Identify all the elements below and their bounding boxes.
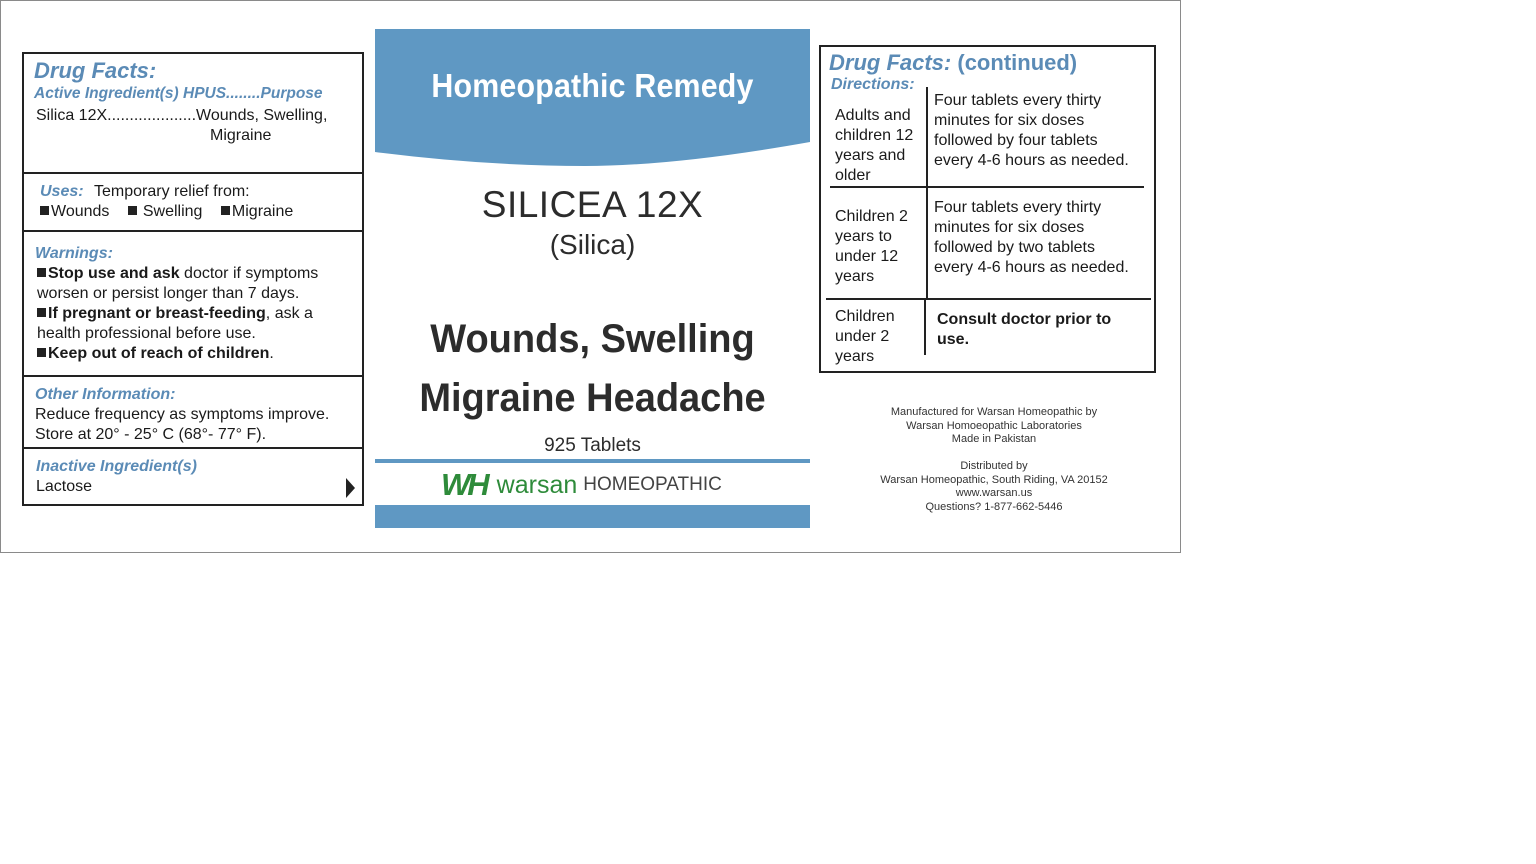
distributor-line2: Warsan Homeopathic, South Riding, VA 20152	[880, 473, 1108, 486]
directions-who-3: Children under 2 years	[835, 308, 895, 365]
brand-mark-icon: WH	[441, 467, 487, 502]
product-label	[0, 0, 1181, 553]
warning-3	[37, 344, 365, 364]
bullet-square	[40, 206, 49, 215]
distributor-line1: Distributed by	[960, 460, 1028, 472]
warning-2	[37, 304, 365, 344]
active-ingredient-line: Silica 12X....................Wounds, Swelling,	[36, 107, 328, 124]
bullet-square	[128, 206, 137, 215]
brand-name: warsan	[496, 470, 578, 499]
directions-who-2: Children 2 years to under 12 years	[835, 208, 908, 285]
directions-dose-3: Consult doctor prior to use.	[937, 311, 1112, 348]
warning-3-bold: Keep out of reach of children	[48, 345, 270, 362]
inactive-value: Lactose	[36, 478, 93, 495]
manufacturer-info	[839, 406, 1149, 447]
indication-line1: Wounds, Swelling	[430, 317, 755, 361]
warning-2-text: , ask a	[265, 305, 313, 322]
purpose-line: Migraine	[210, 127, 272, 144]
product-subtitle: (Silica)	[549, 229, 636, 260]
brand-logo	[441, 467, 722, 502]
directions-dose-2: Four tablets every thirty minutes for six doses followed by two tablets every 4-6 hours as needed.	[934, 199, 1129, 276]
principal-display-panel	[375, 29, 810, 528]
drug-facts-continued-panel	[819, 45, 1156, 373]
warning-1-bold: Stop use and ask	[48, 265, 180, 282]
column-divider	[926, 87, 928, 187]
banner-title: Homeopathic Remedy	[431, 67, 754, 104]
directions-who-1: Adults and children 12 years and older	[835, 107, 914, 184]
bullet-square	[37, 348, 46, 357]
other-info-heading: Other Information:	[35, 386, 176, 403]
manufacturer-line3: Made in Pakistan	[951, 433, 1037, 445]
bullet-square	[221, 206, 230, 215]
active-ingredients-section	[24, 54, 362, 174]
bullet-square	[37, 268, 46, 277]
directions-heading: Directions:	[831, 76, 915, 93]
drug-facts-heading: Drug Facts:	[34, 58, 157, 83]
column-divider	[924, 299, 926, 355]
uses-intro: Temporary relief from:	[94, 183, 250, 200]
distributor-info	[839, 460, 1149, 514]
warning-1	[37, 264, 365, 304]
column-divider	[926, 187, 928, 299]
distributor-phone: Questions? 1-877-662-5446	[925, 500, 1063, 513]
banner-wave-shape	[375, 124, 810, 166]
brand-suffix: HOMEOPATHIC	[583, 474, 722, 495]
divider-rule	[375, 459, 810, 463]
warnings-heading: Warnings:	[35, 245, 113, 262]
tablet-count: 925 Tablets	[544, 435, 641, 456]
use-item: Migraine	[231, 203, 294, 220]
row-divider	[826, 298, 1151, 300]
bullet-square	[37, 308, 46, 317]
directions-dose-1: Four tablets every thirty minutes for six doses followed by four tablets every 4-6 hours as needed.	[934, 92, 1129, 169]
product-name: SILICEA 12X	[481, 184, 704, 225]
continue-arrow-icon	[346, 478, 355, 498]
warnings-section	[24, 232, 362, 377]
other-info-line2: Store at 20° - 25° C (68°- 77° F).	[35, 426, 267, 443]
row-divider	[830, 186, 1144, 188]
continued-heading-label: Drug Facts:	[829, 50, 952, 75]
warning-1-text: doctor if symptoms	[179, 265, 319, 282]
bottom-band	[375, 505, 810, 528]
use-item: Wounds	[51, 203, 110, 220]
warning-2-line2: health professional before use.	[37, 325, 256, 342]
manufacturer-line1: Manufactured for Warsan Homeopathic by	[890, 406, 1098, 418]
drug-facts-panel	[22, 52, 364, 506]
other-information-section	[24, 377, 362, 449]
continued-heading-suffix: (continued)	[957, 50, 1078, 75]
other-info-line1: Reduce frequency as symptoms improve.	[35, 406, 330, 423]
warning-2-bold: If pregnant or breast-feeding	[48, 305, 266, 322]
use-item: Swelling	[142, 203, 203, 220]
indication-line2: Migraine Headache	[419, 376, 766, 420]
inactive-heading: Inactive Ingredient(s)	[36, 458, 197, 475]
uses-section	[24, 174, 362, 232]
inactive-ingredients-section	[24, 449, 362, 504]
uses-heading: Uses:	[40, 183, 84, 200]
warning-3-text: .	[269, 345, 274, 362]
continued-heading	[829, 50, 1077, 76]
manufacturer-line2: Warsan Homoeopathic Laboratories	[906, 419, 1082, 432]
warning-1-line2: worsen or persist longer than 7 days.	[37, 285, 300, 302]
uses-list	[40, 202, 293, 222]
distributor-website: www.warsan.us	[955, 487, 1033, 499]
active-ingredient-heading: Active Ingredient(s) HPUS........Purpose	[34, 85, 323, 102]
